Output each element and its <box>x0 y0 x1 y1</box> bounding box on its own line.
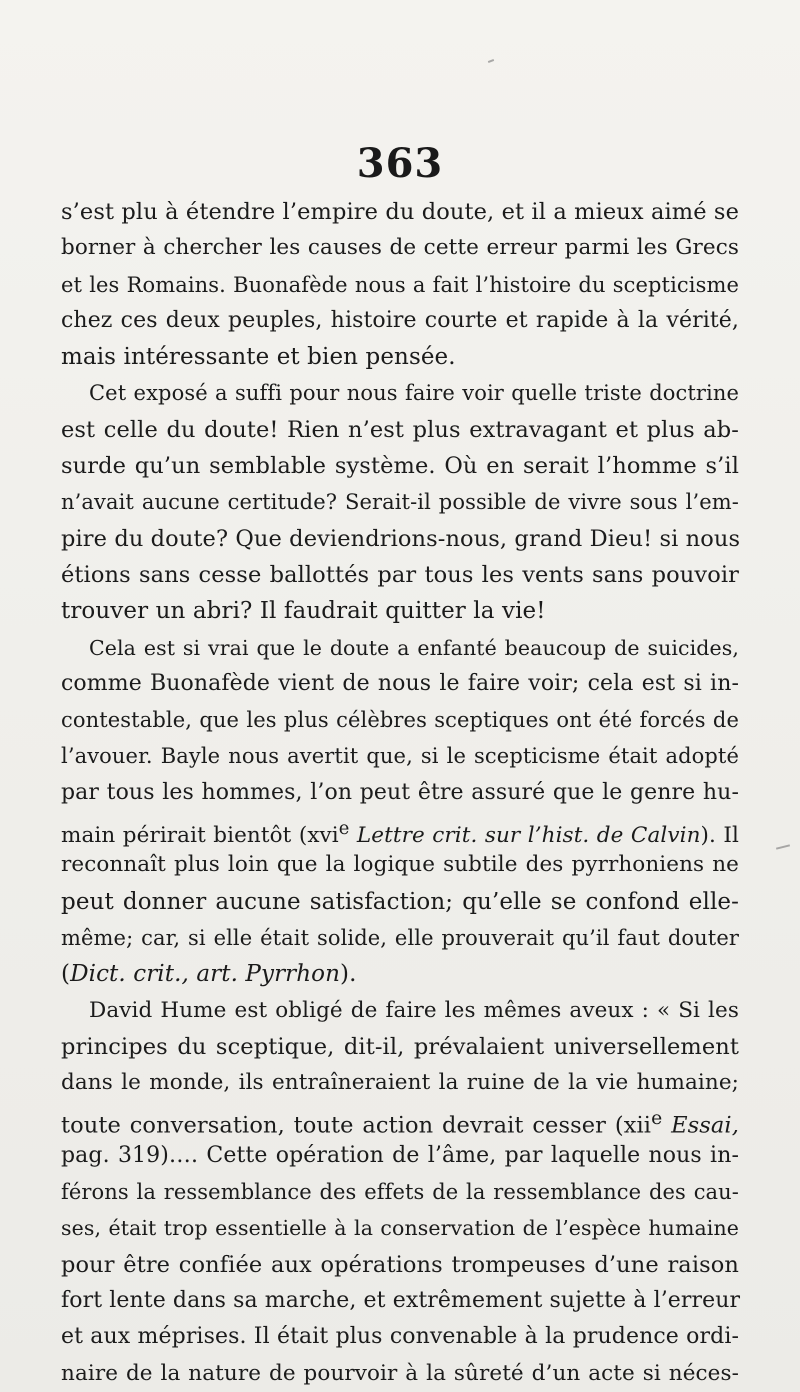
text-line <box>61 1101 739 1137</box>
text-segment: ). <box>340 961 357 988</box>
superscript: e <box>651 1108 663 1130</box>
text-line: étions sans cesse ballottés par tous les vents sans pouvoir <box>61 561 739 588</box>
text-line: s’est plu à étendre l’empire du doute, et il a mieux aimé se <box>61 199 739 225</box>
page-number: 363 <box>356 140 444 187</box>
text-line: comme Buonafède vient de nous le faire voir; cela est si in- <box>61 670 739 696</box>
text-segment: toute conversation, toute action devrait cesser (xii <box>61 1112 652 1139</box>
margin-mark <box>776 844 790 849</box>
text-line: par tous les hommes, l’on peut être assuré que le genre hu- <box>61 779 739 805</box>
text-line: ses, était trop essentielle à la conservation de l’espèce humaine <box>61 1216 739 1241</box>
text-line: n’avait aucune certitude? Serait-il possible de vivre sous l’em- <box>61 490 739 515</box>
text-line: Cela est si vrai que le doute a enfanté beaucoup de suicides, <box>89 635 739 660</box>
text-segment: main périrait bientôt (xvi <box>61 823 339 849</box>
text-line: pag. 319)…. Cette opération de l’âme, par laquelle nous in- <box>61 1142 739 1168</box>
text-line: chez ces deux peuples, histoire courte et rapide à la vérité, <box>61 307 739 333</box>
text-line: principes du sceptique, dit-il, prévalaient universellement <box>61 1033 739 1060</box>
text-line: peut donner aucune satisfaction; qu’elle se confond elle- <box>61 888 739 915</box>
text-line: surde qu’un semblable système. Où en serait l’homme s’il <box>61 453 739 480</box>
text-line <box>61 811 739 847</box>
body-text <box>61 194 739 1392</box>
text-line: férons la ressemblance des effets de la ressemblance des cau- <box>61 1180 739 1205</box>
text-line <box>61 956 739 992</box>
text-line: et aux méprises. Il était plus convenable à la prudence ordi- <box>61 1324 739 1350</box>
text-line: David Hume est obligé de faire les mêmes aveux : « Si les <box>89 997 739 1023</box>
text-line: pour être confiée aux opérations trompeuses d’une raison <box>61 1251 739 1278</box>
text-line: l’avouer. Bayle nous avertit que, si le scepticisme était adopté <box>61 744 739 769</box>
text-line: même; car, si elle était solide, elle prouverait qu’il faut douter <box>61 925 739 950</box>
italic-citation: Essai, <box>671 1112 739 1139</box>
text-line: et les Romains. Buonafède nous a fait l’histoire du scepticisme <box>61 272 739 297</box>
text-line: est celle du doute! Rien n’est plus extravagant et plus ab- <box>61 416 739 443</box>
margin-mark <box>488 59 494 63</box>
text-line: pire du doute? Que deviendrions-nous, grand Dieu! si nous <box>61 525 741 552</box>
text-line: Cet exposé a suffi pour nous faire voir quelle triste doctrine <box>89 381 739 406</box>
text-line: naire de la nature de pourvoir à la sûreté d’un acte si néces- <box>61 1360 739 1386</box>
text-line: mais intéressante et bien pensée. <box>61 344 456 371</box>
text-segment: ). Il <box>700 823 739 849</box>
text-line: dans le monde, ils entraîneraient la ruine de la vie humaine; <box>61 1070 739 1096</box>
text-segment: ( <box>61 961 71 988</box>
superscript: e <box>338 818 350 840</box>
text-line: borner à chercher les causes de cette erreur parmi les Grecs <box>61 235 739 261</box>
text-line: trouver un abri? Il faudrait quitter la vie! <box>61 598 546 625</box>
italic-citation: Lettre crit. sur l’hist. de Calvin <box>356 823 701 849</box>
italic-citation: Dict. crit., art. Pyrrhon <box>70 961 341 988</box>
text-line: fort lente dans sa marche, et extrêmement sujette à l’erreur <box>61 1287 741 1313</box>
text-line: contestable, que les plus célèbres sceptiques ont été forcés de <box>61 708 739 733</box>
text-line: reconnaît plus loin que la logique subtile des pyrrhoniens ne <box>61 852 739 878</box>
